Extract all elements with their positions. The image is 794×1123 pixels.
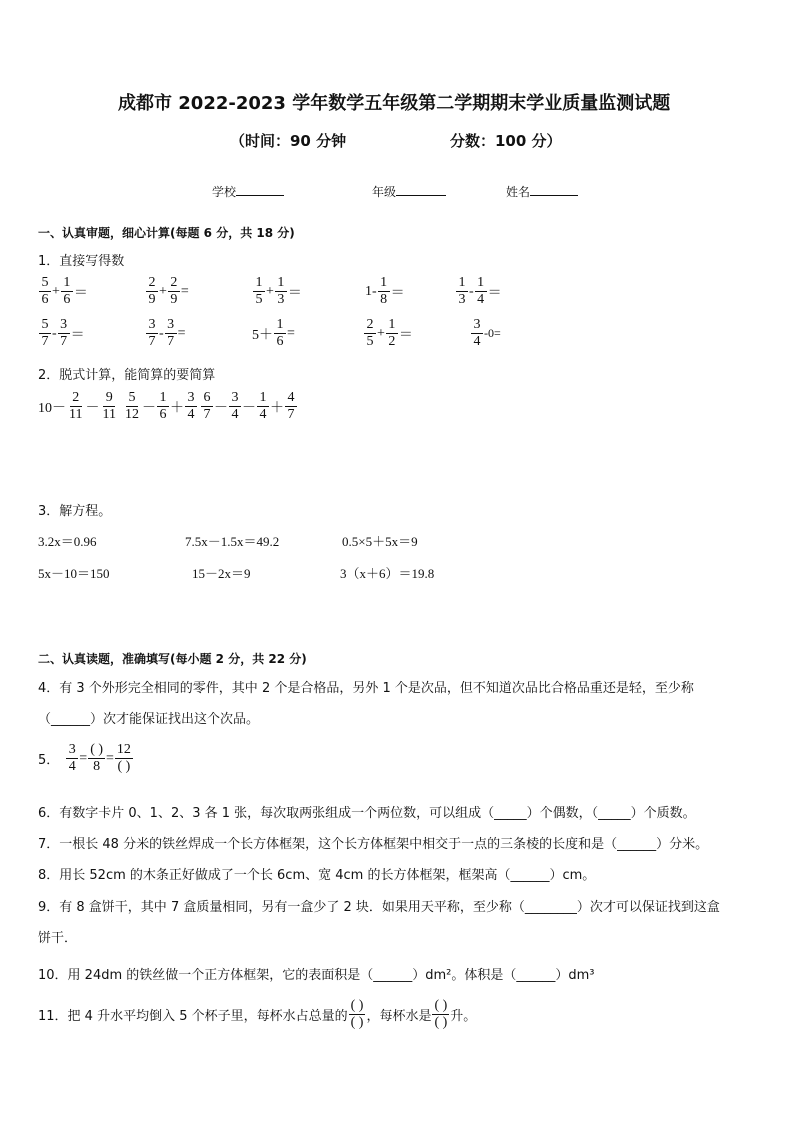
q1-expr-6: $\frac{5}{7}$ - $\frac{3}{7}$ ＝ xyxy=(38,317,85,350)
fraction: $\frac{9}{11}$ xyxy=(102,390,116,422)
name-label: 姓名 xyxy=(506,185,531,199)
equation: 3（x＋6）＝19.8 xyxy=(340,566,435,581)
q1-expr-9: $\frac{2}{5}$ + $\frac{1}{2}$ ＝ xyxy=(363,317,413,350)
q6-text: 6．有数字卡片 0、1、2、3 各 1 张，每次取两张组成一个两位数，可以组成（_____）个偶数，（_____）个质数。 xyxy=(38,806,696,821)
q1-expr-2: $\frac{2}{9}$ + $\frac{2}{9}$ = xyxy=(145,275,189,308)
q7-text: 7．一根长 48 分米的铁丝焊成一个长方体框架，这个长方体框架中相交于一点的三条棱的长度和是（______）分米。 xyxy=(38,837,709,852)
q5-row: 5． $\frac{3}{4}$ = $\frac{( )}{8}$ = $\frac{12}{( )}$ xyxy=(38,742,131,774)
fraction: $\frac{1}{3}$ xyxy=(456,275,468,308)
q9-text-cont: 饼干． xyxy=(38,931,78,946)
exam-time: （时间：90 分钟 xyxy=(230,132,347,150)
fraction: $\frac{2}{9}$ xyxy=(168,275,180,308)
q8-text: 8．用长 52cm 的木条正好做成了一个长 6cm、宽 4cm 的长方体框架，框架高（______）cm。 xyxy=(38,868,596,883)
section1-heading: 一、认真审题，细心计算(每题 6 分，共 18 分) xyxy=(38,226,295,240)
fraction: $\frac{1}{4}$ xyxy=(475,275,487,308)
equation: 5x－10＝150 xyxy=(38,566,110,581)
fraction: $\frac{1}{8}$ xyxy=(378,275,390,308)
fraction: $\frac{1}{5}$ xyxy=(253,275,265,308)
fraction: $\frac{3}{4}$ xyxy=(229,390,241,423)
fraction: $\frac{1}{6}$ xyxy=(157,390,169,423)
fraction: $\frac{1}{3}$ xyxy=(275,275,287,308)
exam-score: 分数：100 分） xyxy=(450,132,562,150)
fraction-blank[interactable]: $\frac{( )}{8}$ xyxy=(90,742,104,774)
q3-label: 3．解方程。 xyxy=(38,504,112,519)
fraction: $\frac{3}{4}$ xyxy=(471,317,483,350)
fraction: $\frac{3}{7}$ xyxy=(146,317,158,350)
q2-expr-2: $\frac{5}{12}$ － $\frac{1}{6}$ ＋ $\frac{3}{4}$ xyxy=(122,390,198,423)
q5-label: 5． xyxy=(38,753,60,768)
fraction: $\frac{1}{6}$ xyxy=(274,317,286,350)
fraction: $\frac{1}{4}$ xyxy=(257,390,269,423)
q1-expr-3: $\frac{1}{5}$ + $\frac{1}{3}$ ＝ xyxy=(252,275,302,308)
q1-expr-8: 5＋ $\frac{1}{6}$ = xyxy=(252,317,295,349)
fraction: $\frac{3}{7}$ xyxy=(165,317,177,350)
fraction: $\frac{5}{12}$ xyxy=(125,390,139,422)
q1-expr-10: $\frac{3}{4}$ -0= xyxy=(470,317,501,350)
school-field[interactable] xyxy=(212,183,284,200)
q1-label: 1．直接写得数 xyxy=(38,254,125,269)
q4-text-cont: （______）次才能保证找出这个次品。 xyxy=(38,712,260,727)
fraction: $\frac{2}{11}$ xyxy=(69,390,83,422)
fraction: $\frac{1}{6}$ xyxy=(61,275,73,308)
fraction: $\frac{1}{2}$ xyxy=(386,317,398,350)
equation: 0.5×5＋5x＝9 xyxy=(342,534,418,549)
fraction-blank[interactable]: $\frac{( )}{( )}$ xyxy=(434,998,448,1030)
fraction: $\frac{4}{7}$ xyxy=(285,390,297,423)
q1-expr-5: $\frac{1}{3}$ - $\frac{1}{4}$ ＝ xyxy=(455,275,502,308)
fraction: $\frac{3}{7}$ xyxy=(58,317,70,350)
q2-expr-1: 10－ $\frac{2}{11}$ － $\frac{9}{11}$ xyxy=(38,390,116,422)
school-label: 学校 xyxy=(212,185,237,199)
section2-heading: 二、认真读题，准确填写(每小题 2 分，共 22 分) xyxy=(38,652,307,666)
fraction: $\frac{2}{5}$ xyxy=(364,317,376,350)
equation: 7.5x－1.5x＝49.2 xyxy=(185,534,280,549)
q11-row xyxy=(38,998,476,1031)
page-title: 成都市 2022-2023 学年数学五年级第二学期期末学业质量监测试题 xyxy=(118,93,671,114)
q2-label: 2．脱式计算，能简算的要简算 xyxy=(38,368,216,383)
q1-expr-1: $\frac{5}{6}$ + $\frac{1}{6}$ ＝ xyxy=(38,275,88,308)
equation: 15－2x＝9 xyxy=(192,566,251,581)
q1-expr-7: $\frac{3}{7}$ - $\frac{3}{7}$ = xyxy=(145,317,186,350)
fraction: $\frac{6}{7}$ xyxy=(201,390,213,423)
fraction: $\frac{2}{9}$ xyxy=(146,275,158,308)
fraction-blank[interactable]: $\frac{12}{( )}$ xyxy=(116,742,131,774)
name-field[interactable] xyxy=(506,183,578,200)
q11-text: 11．把 4 升水平均倒入 5 个杯子里，每杯水占总量的 xyxy=(38,1009,348,1024)
grade-label: 年级 xyxy=(372,185,397,199)
q11-text-end: 升。 xyxy=(450,1009,477,1024)
q11-text-mid: ，每杯水是 xyxy=(366,1009,432,1024)
equation: 3.2x＝0.96 xyxy=(38,534,97,549)
q2-expr-3: $\frac{6}{7}$ － $\frac{3}{4}$ － $\frac{1}{4}$ ＋ $\frac{4}{7}$ xyxy=(200,390,298,423)
q1-expr-4: 1- $\frac{1}{8}$ ＝ xyxy=(365,275,405,307)
fraction: $\frac{3}{4}$ xyxy=(66,742,78,775)
q4-text: 4．有 3 个外形完全相同的零件，其中 2 个是合格品，另外 1 个是次品，但不知道次品比合格品重还是轻，至少称 xyxy=(38,681,694,696)
grade-field[interactable] xyxy=(372,183,446,200)
q9-text: 9．有 8 盒饼干，其中 7 盒质量相同，另有一盒少了 2 块．如果用天平称，至少称（________）次才可以保证找到这盒 xyxy=(38,900,720,915)
fraction: $\frac{3}{4}$ xyxy=(185,390,197,423)
q10-text: 10．用 24dm 的铁丝做一个正方体框架，它的表面积是（______）dm²。体积是（______）dm³ xyxy=(38,968,595,983)
fraction-blank[interactable]: $\frac{( )}{( )}$ xyxy=(350,998,364,1030)
fraction: $\frac{5}{6}$ xyxy=(39,275,51,308)
fraction: $\frac{5}{7}$ xyxy=(39,317,51,350)
